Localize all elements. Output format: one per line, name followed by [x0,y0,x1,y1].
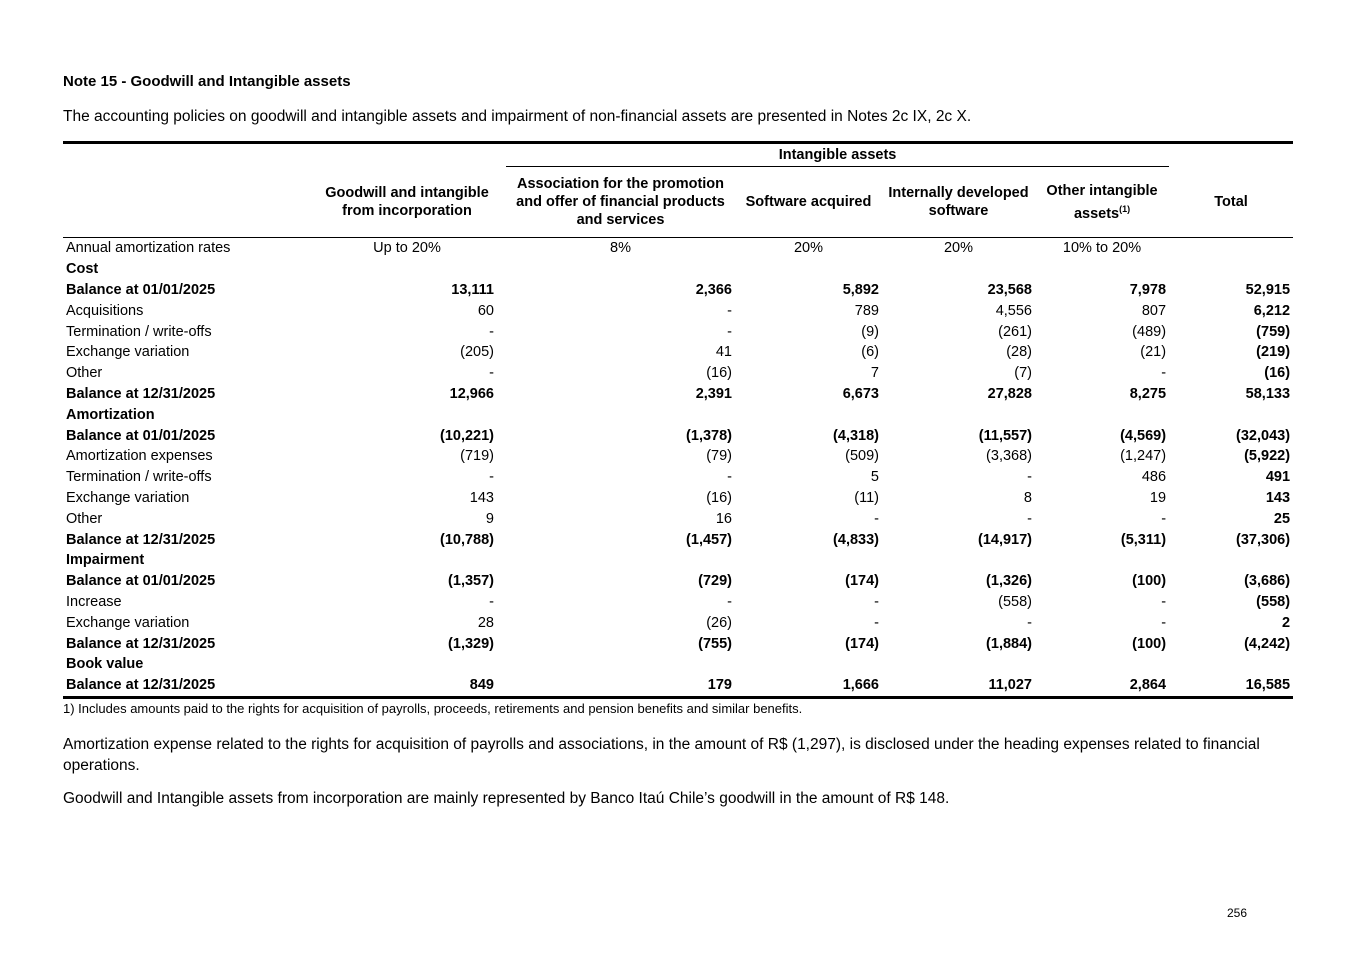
header-other-intangible [1035,167,1169,238]
header-software-acquired: Software acquired [735,167,882,238]
intro-paragraph: The accounting policies on goodwill and intangible assets and impairment of non-financial assets are presented in Notes 2c IX, 2c X. [63,108,972,125]
empty-cell [882,654,1035,675]
cell-internal: (261) [998,323,1032,340]
header-empty-total [1169,143,1293,167]
cell-internal: 27,828 [987,385,1032,402]
header-total: Total [1169,167,1293,238]
footnote: 1) Includes amounts paid to the rights for acquisition of payrolls, proceeds, retirements and pension benefits and similar benefits. [63,701,803,716]
table-body [63,238,1293,698]
cell-association: (16) [706,365,732,382]
cell-software: 5,892 [842,281,879,298]
rate-cell-association: 8% [610,240,631,257]
cell-other: (5,311) [1120,531,1167,548]
cell-association: - [727,323,732,340]
cell-goodwill: (205) [460,344,494,361]
cell-other: - [1161,510,1167,527]
table-row [63,467,1293,488]
cell-goodwill: (1,329) [448,635,494,652]
cell-other: (100) [1132,635,1167,652]
cell-goodwill: 9 [485,510,494,527]
cell-total: 143 [1265,489,1291,506]
cell-association: 2,366 [695,281,732,298]
row-label: Balance at 12/31/2025 [66,635,216,652]
cell-other: - [1161,614,1167,631]
row-label: Balance at 01/01/2025 [66,427,216,444]
cell-other: 486 [1141,469,1167,486]
cell-goodwill: 143 [469,489,494,506]
cell-total: 52,915 [1245,281,1291,298]
empty-cell [735,259,882,280]
goodwill-paragraph: Goodwill and Intangible assets from incorporation are mainly represented by Banco Itaú Chile’s goodwill in the amount of R$ 148. [63,790,950,807]
cell-total: (219) [1256,344,1291,361]
table-row [63,488,1293,509]
row-label: Exchange variation [66,344,190,361]
cell-total: 58,133 [1245,385,1291,402]
cell-association: (1,378) [686,427,732,444]
empty-cell [882,259,1035,280]
empty-cell [735,404,882,425]
cell-goodwill: - [489,593,494,610]
cell-total: (5,922) [1244,448,1291,465]
cell-total: 6,212 [1253,302,1291,319]
rate-cell-other: 10% to 20% [1062,240,1142,257]
cell-total: (3,686) [1244,573,1291,590]
empty-cell [308,550,506,571]
empty-cell [506,259,735,280]
empty-cell [506,404,735,425]
cell-goodwill: - [489,469,494,486]
rate-cell-internal: 20% [943,240,974,257]
cell-total: (558) [1256,593,1291,610]
cell-other: (1,247) [1120,448,1167,465]
cell-total: (16) [1264,365,1291,382]
empty-cell [506,550,735,571]
cell-software: 7 [870,365,879,382]
cell-goodwill: 28 [477,614,494,631]
cell-total: 25 [1273,510,1291,527]
cell-software: (509) [845,448,879,465]
cell-software: (174) [845,635,879,652]
page-number: 256 [1227,906,1248,920]
cell-internal: (7) [1014,365,1032,382]
cell-other: - [1161,365,1167,382]
row-label: Balance at 01/01/2025 [66,281,216,298]
cell-other: 2,864 [1035,675,1169,697]
row-label: Exchange variation [66,614,190,631]
cell-software: 5 [870,469,879,486]
footnote-marker: (1) [1119,203,1131,214]
table-row [63,342,1293,363]
table-row [63,280,1293,301]
empty-cell [1169,550,1293,571]
cell-software: (9) [861,323,879,340]
empty-cell [1035,259,1169,280]
cell-association: - [727,302,732,319]
table-row [63,446,1293,467]
cell-software: (6) [861,344,879,361]
cell-internal: (11,557) [978,427,1032,444]
cell-total: 2 [1281,614,1291,631]
cell-internal: 8 [1023,489,1032,506]
header-label-column [63,167,308,238]
table-row [63,363,1293,384]
empty-cell [1169,404,1293,425]
cell-total: (759) [1256,323,1291,340]
cell-software: (4,833) [833,531,879,548]
header-empty-label [63,143,308,167]
section-heading: Book value [66,656,144,673]
empty-cell [506,654,735,675]
row-label: Balance at 12/31/2025 [66,385,216,402]
cell-software: 1,666 [735,675,882,697]
cell-other: (100) [1132,573,1167,590]
empty-cell [1035,654,1169,675]
table-row [63,508,1293,529]
empty-cell [1169,654,1293,675]
amortization-paragraph: Amortization expense related to the rights for acquisition of payrolls and associations, in the amount of R$ (1,297), is disclosed under the heading expenses related to financial operations. [63,736,1260,774]
table-row [63,321,1293,342]
cell-software: 6,673 [842,385,879,402]
cell-goodwill: (719) [460,448,494,465]
empty-cell [308,404,506,425]
cell-internal: (1,326) [986,573,1032,590]
table-row [63,675,1293,697]
cell-goodwill: (10,221) [439,427,494,444]
cell-software: (174) [845,573,879,590]
cell-internal: - [1027,510,1032,527]
cell-association: 41 [715,344,732,361]
section-heading: Amortization [66,406,155,423]
section-heading-row [63,259,1293,280]
table-row [63,529,1293,550]
cell-internal: 4,556 [995,302,1032,319]
cell-goodwill: - [489,323,494,340]
row-label: Increase [66,593,122,610]
cell-total: (32,043) [1236,427,1291,444]
cell-internal: (14,917) [977,531,1032,548]
cell-total: 491 [1265,469,1291,486]
cell-software: (4,318) [833,427,879,444]
section-heading: Impairment [66,552,145,569]
cell-software: (11) [854,489,879,506]
cell-other: - [1161,593,1167,610]
note-title: Note 15 - Goodwill and Intangible assets [63,73,351,90]
cell-other: (4,569) [1120,427,1167,444]
cell-association: 179 [506,675,735,697]
section-heading-row [63,404,1293,425]
row-label: Balance at 12/31/2025 [63,675,308,697]
cell-goodwill: 12,966 [449,385,494,402]
cell-software: - [874,510,879,527]
row-label: Termination / write-offs [66,323,212,340]
cell-total: (4,242) [1244,635,1291,652]
row-label: Annual amortization rates [66,240,231,257]
cell-total: 16,585 [1169,675,1293,697]
row-label: Balance at 01/01/2025 [66,573,216,590]
cell-other: (489) [1132,323,1167,340]
header-goodwill: Goodwill and intangible from incorporation [308,167,506,238]
cell-goodwill: (1,357) [448,573,494,590]
intangible-assets-table-container [63,141,1293,699]
section-heading-row [63,550,1293,571]
header-association: Association for the promotion and offer of financial products and services [506,167,735,238]
header-empty-goodwill [308,143,506,167]
cell-internal: 23,568 [987,281,1032,298]
table-row [63,571,1293,592]
empty-cell [882,404,1035,425]
table-row-rates [63,238,1293,259]
row-label: Exchange variation [66,489,190,506]
cell-other: 7,978 [1129,281,1167,298]
row-label: Other [66,510,103,527]
table-row [63,633,1293,654]
cell-association: 16 [715,510,732,527]
cell-software: 789 [854,302,879,319]
empty-cell [1035,550,1169,571]
cell-other: 19 [1149,489,1167,506]
cell-goodwill: - [489,365,494,382]
table-row [63,384,1293,405]
cell-goodwill: 60 [477,302,494,319]
row-label: Termination / write-offs [66,469,212,486]
empty-cell [308,259,506,280]
cell-other: 8,275 [1129,385,1167,402]
cell-internal: - [1027,614,1032,631]
cell-association: - [727,469,732,486]
cell-software: - [874,593,879,610]
cell-internal: (558) [998,593,1032,610]
cell-software: - [874,614,879,631]
table-row [63,592,1293,613]
rate-cell-goodwill: Up to 20% [373,240,441,257]
empty-cell [735,654,882,675]
cell-internal: (3,368) [986,448,1032,465]
cell-association: (755) [698,635,732,652]
empty-cell [882,550,1035,571]
empty-cell [1169,259,1293,280]
row-label: Amortization expenses [66,448,213,465]
section-heading-row [63,654,1293,675]
table-row [63,300,1293,321]
cell-association: (729) [698,573,732,590]
cell-goodwill: 13,111 [451,281,494,298]
cell-goodwill: (10,788) [439,531,494,548]
table-row [63,612,1293,633]
cell-association: (16) [706,489,732,506]
row-label: Balance at 12/31/2025 [66,531,216,548]
empty-cell [735,550,882,571]
cell-other: (21) [1140,344,1167,361]
row-label: Acquisitions [66,302,144,319]
cell-other: 807 [1141,302,1167,319]
cell-total: (37,306) [1236,531,1291,548]
row-label: Other [66,365,103,382]
table-row [63,425,1293,446]
header-internally-developed: Internally developed software [882,167,1035,238]
rate-cell-software: 20% [793,240,824,257]
cell-internal: 11,027 [882,675,1035,697]
empty-cell [1035,404,1169,425]
section-heading: Cost [66,261,99,278]
cell-association: (26) [706,614,732,631]
rate-cell-total [1169,238,1293,259]
cell-association: 2,391 [695,385,732,402]
cell-internal: - [1027,469,1032,486]
header-intangible-assets-group: Intangible assets [506,143,1169,167]
header-other-intangible-label: Other intangible assets [1046,182,1158,222]
cell-association: - [727,593,732,610]
cell-association: (1,457) [686,531,732,548]
empty-cell [308,654,506,675]
cell-internal: (28) [1006,344,1032,361]
cell-goodwill: 849 [308,675,506,697]
intangible-assets-table [63,141,1293,699]
cell-association: (79) [706,448,732,465]
cell-internal: (1,884) [986,635,1032,652]
